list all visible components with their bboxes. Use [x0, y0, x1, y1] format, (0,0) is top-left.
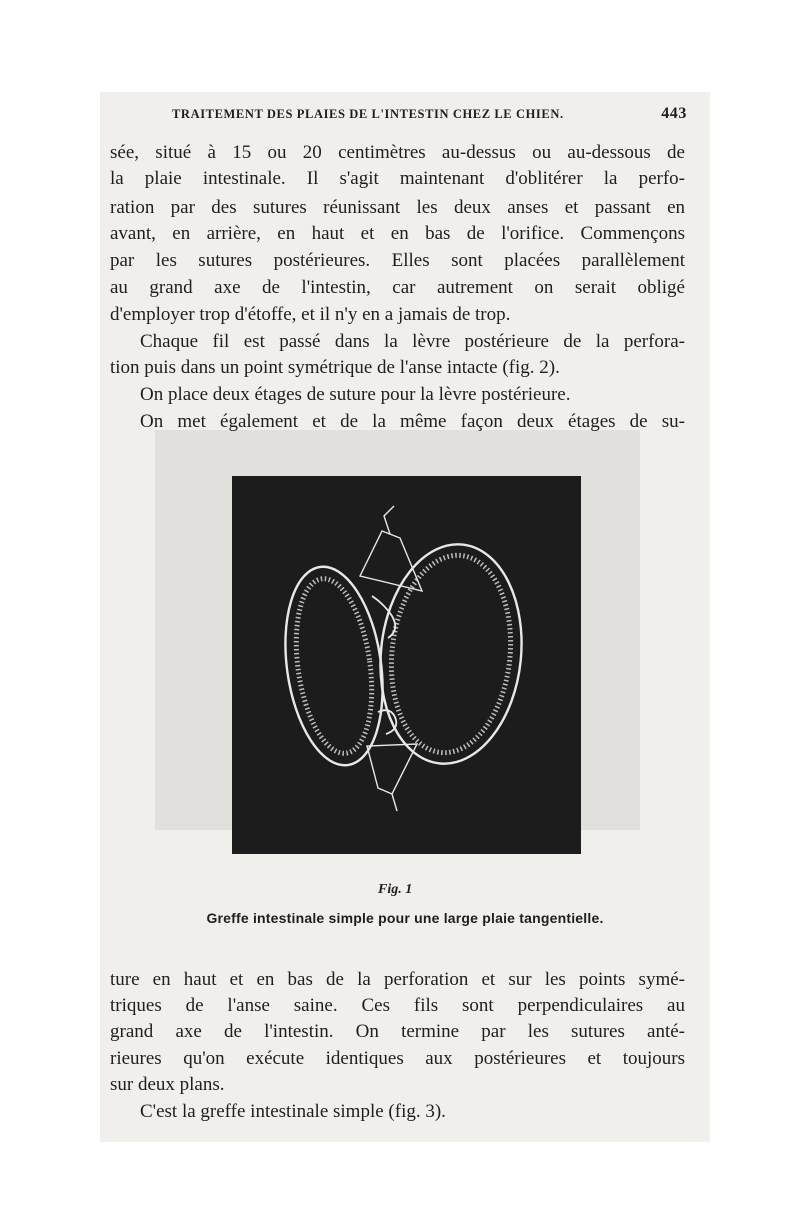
text-line: ture en haut et en bas de la perforation et sur les points symé-: [110, 969, 685, 990]
text-line: la plaie intestinale. Il s'agit maintenant d'oblitérer la perfo-: [110, 168, 685, 189]
figure-illustration: [232, 476, 581, 854]
text-line: par les sutures postérieures. Elles sont placées parallèlement: [110, 250, 685, 271]
text-line: ration par des sutures réunissant les deux anses et passant en: [110, 197, 685, 218]
header-title: TRAITEMENT DES PLAIES DE L'INTESTIN CHEZ LE CHIEN.: [172, 107, 564, 121]
text-line: sur deux plans.: [110, 1074, 225, 1095]
running-header: [172, 107, 687, 125]
text-line: au grand axe de l'intestin, car autrement on serait obligé: [110, 277, 685, 298]
text-line: grand axe de l'intestin. On termine par les sutures anté-: [110, 1021, 685, 1042]
text-line: On place deux étages de suture pour la lèvre postérieure.: [140, 384, 571, 405]
intestinal-graft-drawing: [232, 476, 581, 854]
figure-label: Fig. 1: [378, 882, 413, 897]
text-line: sée, situé à 15 ou 20 centimètres au-dessus ou au-dessous de: [110, 142, 685, 163]
text-line: tion puis dans un point symétrique de l'anse intacte (fig. 2).: [110, 357, 560, 378]
text-line: triques de l'anse saine. Ces fils sont perpendiculaires au: [110, 995, 685, 1016]
text-line: avant, en arrière, en haut et en bas de l'orifice. Commençons: [110, 223, 685, 244]
text-line: Chaque fil est passé dans la lèvre postérieure de la perfora-: [140, 331, 685, 352]
page-number: 443: [661, 105, 687, 122]
text-line: C'est la greffe intestinale simple (fig. 3).: [140, 1101, 446, 1122]
text-line: On met également et de la même façon deux étages de su-: [140, 411, 685, 432]
text-line: d'employer trop d'étoffe, et il n'y en a jamais de trop.: [110, 304, 511, 325]
figure-caption: Greffe intestinale simple pour une large plaie tangentielle.: [206, 910, 604, 926]
text-line: rieures qu'on exécute identiques aux postérieures et toujours: [110, 1048, 685, 1069]
